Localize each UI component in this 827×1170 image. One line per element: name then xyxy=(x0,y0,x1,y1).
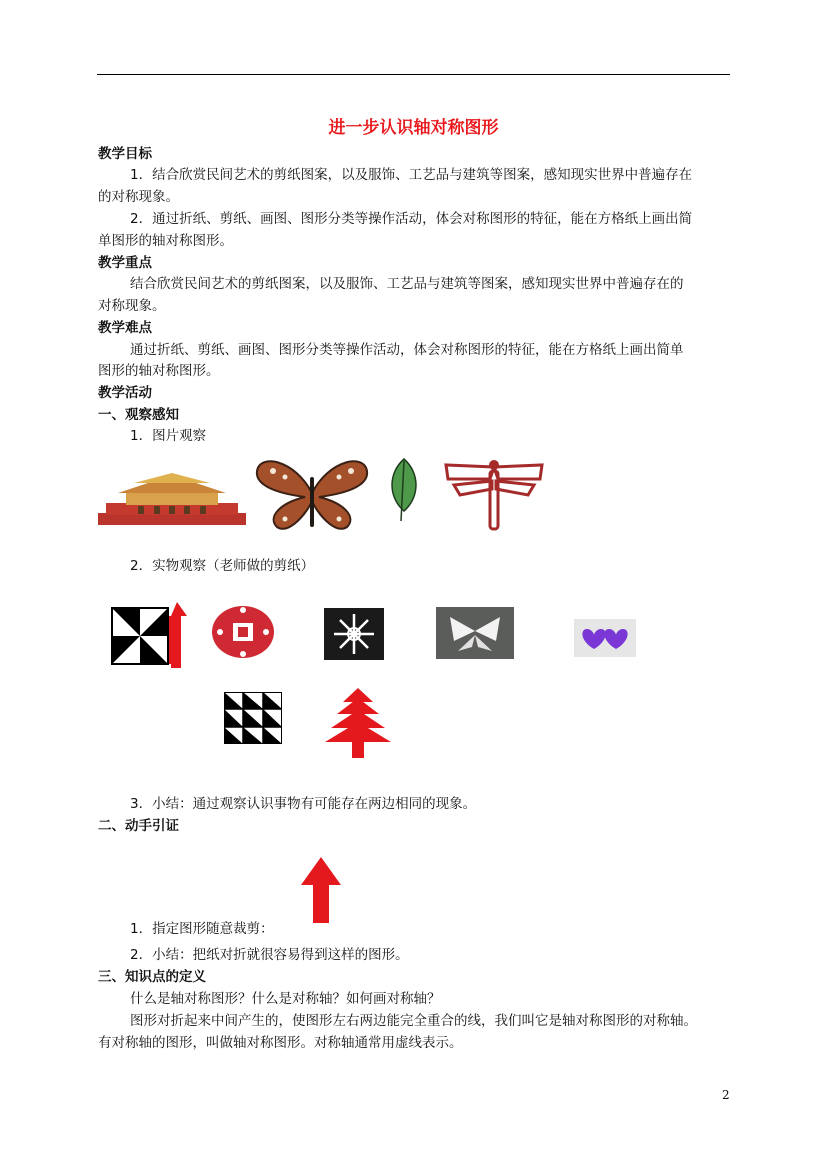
item-object-observation: 2．实物观察（老师做的剪纸） xyxy=(130,558,315,574)
butterfly-picture xyxy=(255,455,369,531)
snowflake-paper-cut-picture xyxy=(324,608,384,660)
item-summary-observation: 3．小结：通过观察认识事物有可能存在两边相同的现象。 xyxy=(130,796,477,812)
paragraph-line: 图形对折起来中间产生的，使图形左右两边能完全重合的线，我们叫它是轴对称图形的对称轴。 xyxy=(130,1013,697,1029)
paragraph-line: 什么是轴对称图形？什么是对称轴？如何画对称轴？ xyxy=(130,991,441,1007)
item-picture-observation: 1．图片观察 xyxy=(130,428,207,444)
dragonfly-paper-cut-picture xyxy=(444,457,544,531)
red-arrow-picture xyxy=(301,857,341,923)
round-paper-cut-picture xyxy=(210,604,276,660)
paragraph-line: 的对称现象。 xyxy=(98,189,179,205)
paragraph-line: 2．通过折纸、剪纸、画图、图形分类等操作活动，体会对称图形的特征，能在方格纸上画出简 xyxy=(130,211,693,227)
paragraph-line: 有对称轴的图形，叫做轴对称图形。对称轴通常用虚线表示。 xyxy=(98,1035,463,1051)
paragraph-line: 通过折纸、剪纸、画图、图形分类等操作活动，体会对称图形的特征，能在方格纸上画出简单 xyxy=(130,342,684,358)
paragraph-line: 图形的轴对称图形。 xyxy=(98,363,220,379)
item-cut-shape: 1．指定图形随意裁剪： xyxy=(130,921,274,937)
paragraph-line: 单图形的轴对称图形。 xyxy=(98,233,233,249)
grid-paper-cut-picture xyxy=(224,692,282,744)
section-heading-activity: 教学活动 xyxy=(98,385,152,401)
leaf-picture xyxy=(386,455,422,523)
section-heading-goals: 教学目标 xyxy=(98,146,152,162)
paragraph-line: 1．结合欣赏民间艺术的剪纸图案，以及服饰、工艺品与建筑等图案，感知现实世界中普遍存在 xyxy=(130,167,693,183)
part-heading-1: 一、观察感知 xyxy=(98,407,179,423)
paragraph-line: 对称现象。 xyxy=(98,298,166,314)
page-number: 2 xyxy=(722,1088,730,1102)
pinwheel-paper-cut-picture xyxy=(111,602,191,670)
header-rule xyxy=(97,74,730,75)
paper-butterfly-picture xyxy=(436,607,514,659)
section-heading-key: 教学重点 xyxy=(98,255,152,271)
page-title: 进一步认识轴对称图形 xyxy=(328,118,499,138)
tiananmen-picture xyxy=(98,473,246,525)
paragraph-line: 结合欣赏民间艺术的剪纸图案，以及服饰、工艺品与建筑等图案，感知现实世界中普遍存在的 xyxy=(130,276,684,292)
item-summary-fold: 2．小结：把纸对折就很容易得到这样的图形。 xyxy=(130,947,409,963)
part-heading-2: 二、动手引证 xyxy=(98,818,179,834)
section-heading-difficulty: 教学难点 xyxy=(98,320,152,336)
part-heading-3: 三、知识点的定义 xyxy=(98,969,206,985)
hearts-paper-cut-picture xyxy=(574,619,636,657)
tree-paper-cut-picture xyxy=(325,688,391,758)
